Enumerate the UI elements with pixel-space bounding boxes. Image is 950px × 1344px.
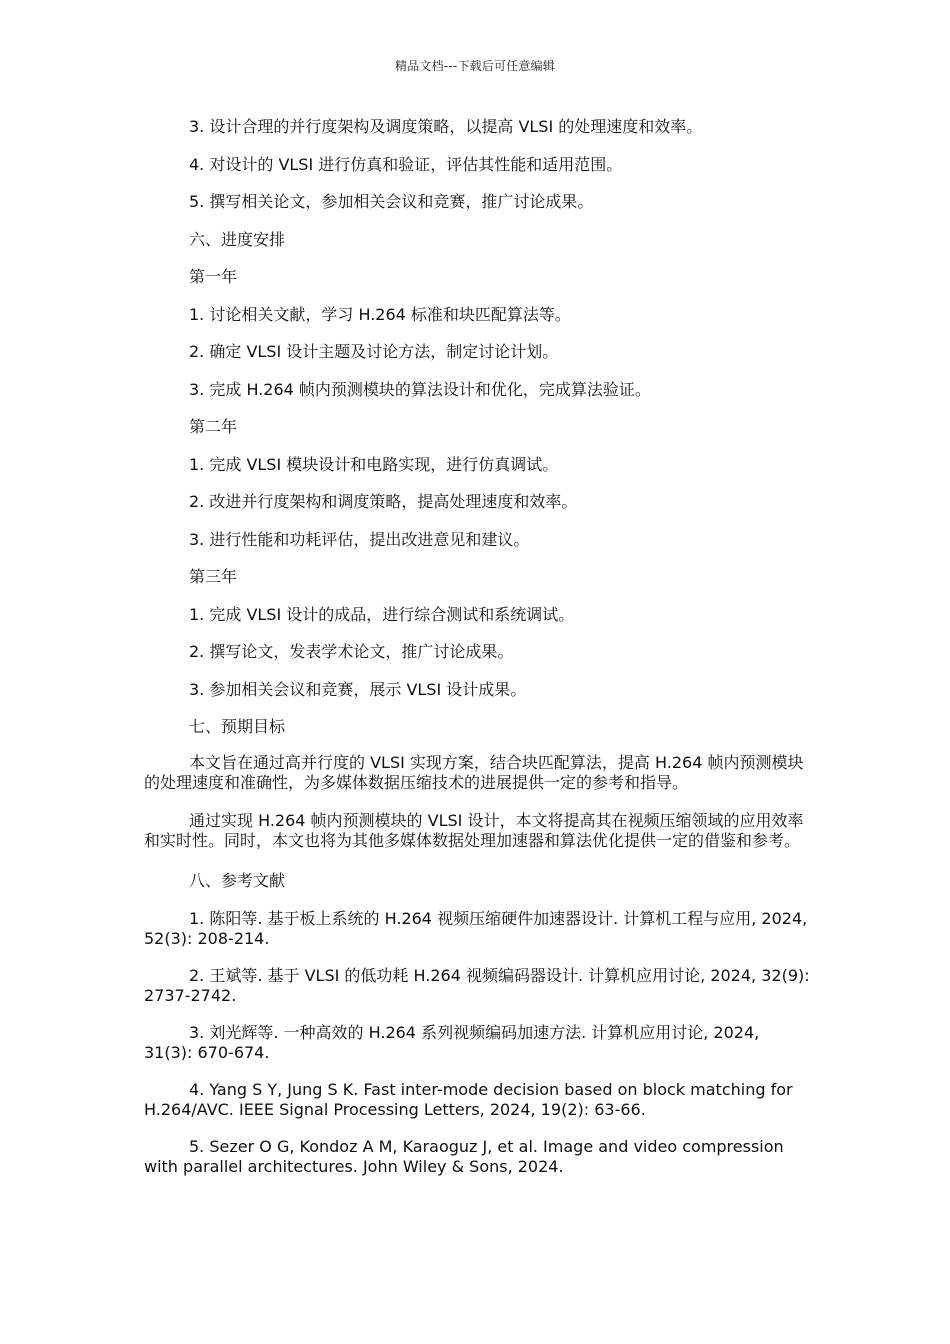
reference-item: 5. Sezer O G, Kondoz A M, Karaoguz J, et al. Image and video compression with parallel architectures. John Wiley & Sons, 2024.: [144, 1136, 784, 1176]
plan-item-design-architecture: 3. 设计合理的并行度架构及调度策略，以提高 VLSI 的处理速度和效率。: [189, 117, 703, 136]
year2-item-1: 1. 完成 VLSI 模块设计和电路实现，进行仿真调试。: [189, 454, 559, 474]
year1-item-2: 2. 确定 VLSI 设计主题及讨论方法，制定讨论计划。: [189, 342, 559, 361]
reference-item: 1. 陈阳等. 基于板上系统的 H.264 视频压缩硬件加速器设计. 计算机工程与应用, 2024, 52(3): 208-214.: [144, 908, 808, 948]
goals-paragraph-1: 本文旨在通过高并行度的 VLSI 实现方案，结合块匹配算法，提高 H.264 帧内预测模块的处理速度和准确性，为多媒体数据压缩技术的进展提供一定的参考和指导。: [144, 752, 804, 792]
plan-item-papers: 5. 撰写相关论文，参加相关会议和竞赛，推广讨论成果。: [189, 192, 594, 211]
year-heading-first: 第一年: [189, 267, 238, 286]
year3-item-3: 3. 参加相关会议和竞赛，展示 VLSI 设计成果。: [189, 679, 527, 699]
goals-paragraph-2: 通过实现 H.264 帧内预测模块的 VLSI 设计，本文将提高其在视频压缩领域的应用效率和实时性。同时，本文也将为其他多媒体数据处理加速器和算法优化提供一定的借鉴和参考。: [144, 810, 804, 850]
reference-item: 4. Yang S Y, Jung S K. Fast inter-mode decision based on block matching for H.264/AVC. IEEE Signal Processing Letters, 2024, 19(2): 63-66.: [144, 1079, 793, 1119]
year1-item-3: 3. 完成 H.264 帧内预测模块的算法设计和优化，完成算法验证。: [189, 379, 651, 399]
section-heading-goals: 七、预期目标: [189, 717, 286, 736]
year1-item-1: 1. 讨论相关文献，学习 H.264 标准和块匹配算法等。: [189, 304, 571, 324]
year-heading-second: 第二年: [189, 417, 238, 436]
year2-item-2: 2. 改进并行度架构和调度策略，提高处理速度和效率。: [189, 492, 578, 511]
reference-item: 3. 刘光辉等. 一种高效的 H.264 系列视频编码加速方法. 计算机应用讨论, 2024, 31(3): 670-674.: [144, 1022, 760, 1062]
year-heading-third: 第三年: [189, 567, 238, 586]
document-body: [144, 115, 812, 1194]
year3-item-1: 1. 完成 VLSI 设计的成品，进行综合测试和系统调试。: [189, 604, 575, 624]
reference-item: 2. 王斌等. 基于 VLSI 的低功耗 H.264 视频编码器设计. 计算机应用讨论, 2024, 32(9): 2737-2742.: [144, 965, 810, 1005]
section-heading-references: 八、参考文献: [189, 870, 286, 890]
plan-item-simulation: 4. 对设计的 VLSI 进行仿真和验证，评估其性能和适用范围。: [189, 154, 623, 174]
year3-item-2: 2. 撰写论文，发表学术论文，推广讨论成果。: [189, 642, 514, 661]
year2-item-3: 3. 进行性能和功耗评估，提出改进意见和建议。: [189, 529, 530, 549]
section-heading-schedule: 六、进度安排: [189, 229, 286, 249]
page-header: 精品文档---下载后可任意编辑: [395, 59, 555, 73]
